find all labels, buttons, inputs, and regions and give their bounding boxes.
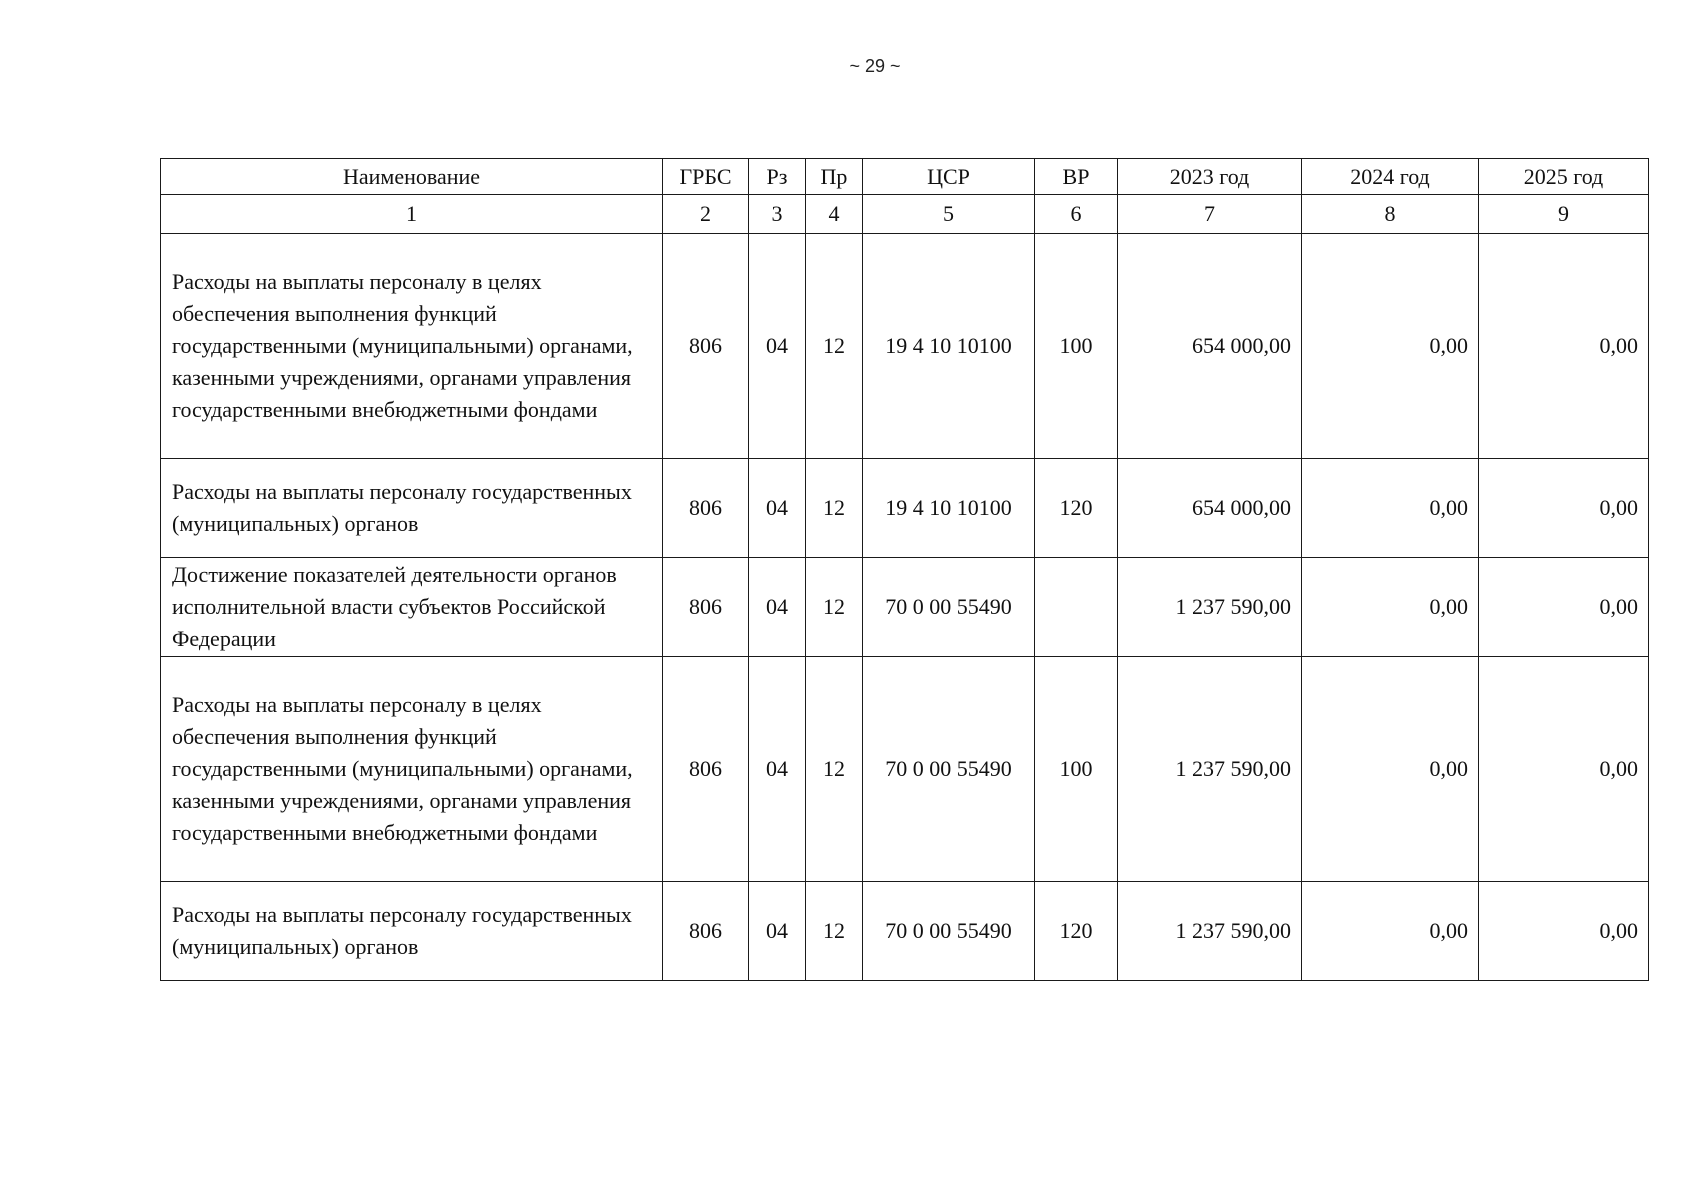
row-grbs: 806 — [663, 657, 749, 882]
row-name: Расходы на выплаты персоналу государственных (муниципальных) органов — [161, 882, 663, 981]
row-pr: 12 — [806, 657, 863, 882]
column-number: 3 — [749, 195, 806, 234]
row-2023: 1 237 590,00 — [1118, 657, 1302, 882]
table-row — [161, 657, 1649, 882]
row-csr: 70 0 00 55490 — [863, 558, 1035, 657]
row-name: Достижение показателей деятельности органов исполнительной власти субъектов Российской Федерации — [161, 558, 663, 657]
budget-table — [160, 158, 1649, 981]
row-2023: 1 237 590,00 — [1118, 558, 1302, 657]
row-vr — [1035, 558, 1118, 657]
column-number: 6 — [1035, 195, 1118, 234]
row-2024: 0,00 — [1302, 459, 1479, 558]
row-name: Расходы на выплаты персоналу в целях обеспечения выполнения функций государственными (муниципальными) органами, казенными учреждениями, органами управления государственными внебюджетными фондами — [161, 234, 663, 459]
row-2023: 654 000,00 — [1118, 234, 1302, 459]
table-row — [161, 234, 1649, 459]
row-pr: 12 — [806, 558, 863, 657]
table-row — [161, 882, 1649, 981]
row-pr: 12 — [806, 459, 863, 558]
header-vr: ВР — [1035, 159, 1118, 195]
header-2025: 2025 год — [1479, 159, 1649, 195]
row-csr: 70 0 00 55490 — [863, 882, 1035, 981]
row-rz: 04 — [749, 657, 806, 882]
row-2023: 1 237 590,00 — [1118, 882, 1302, 981]
row-rz: 04 — [749, 558, 806, 657]
row-rz: 04 — [749, 882, 806, 981]
row-csr: 19 4 10 10100 — [863, 234, 1035, 459]
column-number: 8 — [1302, 195, 1479, 234]
table-row — [161, 558, 1649, 657]
row-vr: 120 — [1035, 459, 1118, 558]
header-2023: 2023 год — [1118, 159, 1302, 195]
header-rz: Рз — [749, 159, 806, 195]
row-2025: 0,00 — [1479, 558, 1649, 657]
row-2025: 0,00 — [1479, 234, 1649, 459]
header-pr: Пр — [806, 159, 863, 195]
row-vr: 120 — [1035, 882, 1118, 981]
column-number: 2 — [663, 195, 749, 234]
row-grbs: 806 — [663, 558, 749, 657]
row-2025: 0,00 — [1479, 657, 1649, 882]
row-2024: 0,00 — [1302, 558, 1479, 657]
row-vr: 100 — [1035, 234, 1118, 459]
column-number: 1 — [161, 195, 663, 234]
header-2024: 2024 год — [1302, 159, 1479, 195]
row-pr: 12 — [806, 234, 863, 459]
row-2024: 0,00 — [1302, 657, 1479, 882]
column-number: 5 — [863, 195, 1035, 234]
header-csr: ЦСР — [863, 159, 1035, 195]
row-rz: 04 — [749, 459, 806, 558]
row-grbs: 806 — [663, 459, 749, 558]
row-pr: 12 — [806, 882, 863, 981]
header-row — [161, 159, 1649, 195]
header-grbs: ГРБС — [663, 159, 749, 195]
header-name: Наименование — [161, 159, 663, 195]
row-csr: 70 0 00 55490 — [863, 657, 1035, 882]
row-csr: 19 4 10 10100 — [863, 459, 1035, 558]
row-grbs: 806 — [663, 234, 749, 459]
row-vr: 100 — [1035, 657, 1118, 882]
row-rz: 04 — [749, 234, 806, 459]
column-number-row — [161, 195, 1649, 234]
row-name: Расходы на выплаты персоналу в целях обеспечения выполнения функций государственными (муниципальными) органами, казенными учреждениями, органами управления государственными внебюджетными фондами — [161, 657, 663, 882]
table-row — [161, 459, 1649, 558]
row-2023: 654 000,00 — [1118, 459, 1302, 558]
column-number: 4 — [806, 195, 863, 234]
row-2024: 0,00 — [1302, 234, 1479, 459]
row-2024: 0,00 — [1302, 882, 1479, 981]
row-name: Расходы на выплаты персоналу государственных (муниципальных) органов — [161, 459, 663, 558]
row-grbs: 806 — [663, 882, 749, 981]
column-number: 7 — [1118, 195, 1302, 234]
column-number: 9 — [1479, 195, 1649, 234]
row-2025: 0,00 — [1479, 459, 1649, 558]
page-number: ~ 29 ~ — [849, 56, 901, 76]
row-2025: 0,00 — [1479, 882, 1649, 981]
